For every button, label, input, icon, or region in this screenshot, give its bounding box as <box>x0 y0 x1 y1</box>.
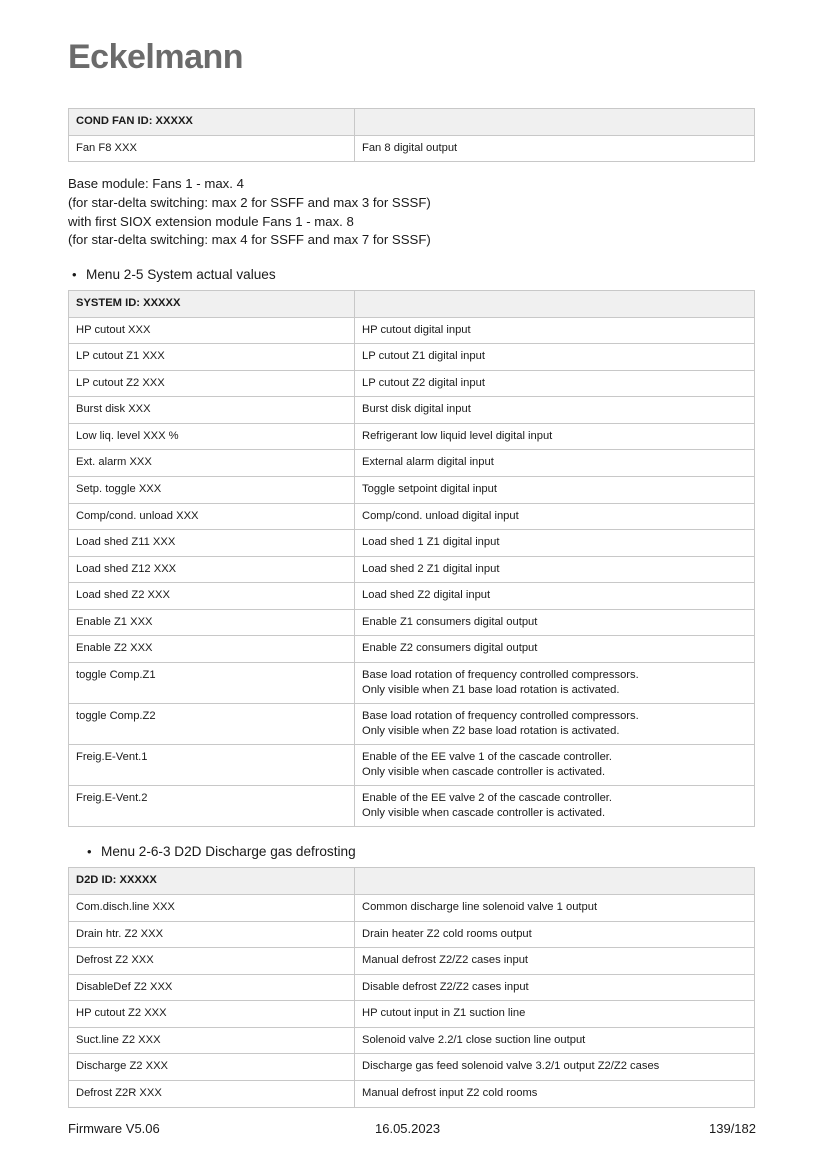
bullet-icon: • <box>87 844 92 860</box>
note-line-4: (for star-delta switching: max 4 for SSFF and max 7 for SSSF) <box>68 232 431 248</box>
table-row <box>69 1027 755 1054</box>
table-row <box>69 370 755 397</box>
table-row <box>69 1001 755 1028</box>
table-cell-name: Low liq. level XXX % <box>69 423 355 450</box>
table-row <box>69 786 755 827</box>
bullet-icon: • <box>72 267 77 283</box>
note-line-2: (for star-delta switching: max 2 for SSFF and max 3 for SSSF) <box>68 194 431 210</box>
table-header-cell: D2D ID: XXXXX <box>69 868 355 895</box>
table-cell-desc: HP cutout input in Z1 suction line <box>355 1001 755 1028</box>
table-cell-desc: Fan 8 digital output <box>355 135 755 162</box>
document-content <box>68 108 756 1108</box>
table-row <box>69 503 755 530</box>
table-cell-desc: Refrigerant low liquid level digital input <box>355 423 755 450</box>
table-cell-name: LP cutout Z1 XXX <box>69 344 355 371</box>
table-row <box>69 450 755 477</box>
table-row <box>69 662 755 703</box>
brand-logo: Eckelmann <box>68 38 244 76</box>
table-row <box>69 1080 755 1107</box>
table-row <box>69 745 755 786</box>
section-heading-system <box>68 267 756 282</box>
system-table <box>68 290 755 827</box>
table-cell-name: Drain htr. Z2 XXX <box>69 921 355 948</box>
table-cell-desc: Enable Z1 consumers digital output <box>355 609 755 636</box>
system-table-body <box>69 291 755 827</box>
table-cell-name: Enable Z2 XXX <box>69 636 355 663</box>
table-cell-name: Freig.E-Vent.2 <box>69 786 355 827</box>
cond-fan-table-body <box>69 109 755 162</box>
table-cell-desc: Load shed 1 Z1 digital input <box>355 530 755 557</box>
table-cell-desc: Base load rotation of frequency controlled compressors. Only visible when Z2 base load rotation is activated. <box>355 704 755 745</box>
table-row <box>69 1054 755 1081</box>
table-cell-desc: Load shed Z2 digital input <box>355 583 755 610</box>
table-cell-name: Comp/cond. unload XXX <box>69 503 355 530</box>
table-cell-desc: Manual defrost Z2/Z2 cases input <box>355 948 755 975</box>
table-cell-name: Com.disch.line XXX <box>69 895 355 922</box>
table-header-row <box>69 291 755 318</box>
table-row <box>69 344 755 371</box>
cond-fan-table <box>68 108 755 162</box>
table-cell-desc: Enable of the EE valve 1 of the cascade controller. Only visible when cascade controller is activated. <box>355 745 755 786</box>
table-cell-name: LP cutout Z2 XXX <box>69 370 355 397</box>
table-row <box>69 921 755 948</box>
table-header-cell <box>355 868 755 895</box>
table-cell-desc: Toggle setpoint digital input <box>355 477 755 504</box>
table-cell-name: Load shed Z11 XXX <box>69 530 355 557</box>
table-cell-desc: Solenoid valve 2.2/1 close suction line output <box>355 1027 755 1054</box>
table-row <box>69 948 755 975</box>
note-line-3: with first SIOX extension module Fans 1 - max. 8 <box>68 213 354 229</box>
table-cell-desc: Comp/cond. unload digital input <box>355 503 755 530</box>
table-cell-desc: Discharge gas feed solenoid valve 3.2/1 output Z2/Z2 cases <box>355 1054 755 1081</box>
d2d-table <box>68 867 755 1107</box>
table-cell-name: toggle Comp.Z1 <box>69 662 355 703</box>
table-cell-name: Suct.line Z2 XXX <box>69 1027 355 1054</box>
table-cell-name: HP cutout Z2 XXX <box>69 1001 355 1028</box>
table-cell-name: HP cutout XXX <box>69 317 355 344</box>
table-cell-desc: Disable defrost Z2/Z2 cases input <box>355 974 755 1001</box>
table-row <box>69 895 755 922</box>
section-heading-system-label: Menu 2-5 System actual values <box>86 267 276 283</box>
table-row <box>69 556 755 583</box>
table-header-cell: SYSTEM ID: XXXXX <box>69 291 355 318</box>
table-cell-desc: Enable Z2 consumers digital output <box>355 636 755 663</box>
table-cell-desc: Enable of the EE valve 2 of the cascade controller. Only visible when cascade controller is activated. <box>355 786 755 827</box>
footer-page-number: 139/182 <box>709 1121 756 1136</box>
table-cell-desc: LP cutout Z1 digital input <box>355 344 755 371</box>
table-row <box>69 477 755 504</box>
table-cell-desc: External alarm digital input <box>355 450 755 477</box>
table-cell-name: Discharge Z2 XXX <box>69 1054 355 1081</box>
table-row <box>69 583 755 610</box>
d2d-table-body <box>69 868 755 1107</box>
table-cell-desc: Manual defrost input Z2 cold rooms <box>355 1080 755 1107</box>
table-cell-desc: Burst disk digital input <box>355 397 755 424</box>
table-row <box>69 423 755 450</box>
table-cell-desc: Common discharge line solenoid valve 1 output <box>355 895 755 922</box>
table-row <box>69 317 755 344</box>
table-row <box>69 530 755 557</box>
table-cell-name: toggle Comp.Z2 <box>69 704 355 745</box>
table-cell-name: Fan F8 XXX <box>69 135 355 162</box>
footer-firmware: Firmware V5.06 <box>68 1121 160 1136</box>
base-module-note <box>68 175 756 250</box>
table-cell-name: Load shed Z2 XXX <box>69 583 355 610</box>
table-cell-desc: Load shed 2 Z1 digital input <box>355 556 755 583</box>
note-line-1: Base module: Fans 1 - max. 4 <box>68 176 244 192</box>
table-header-row <box>69 109 755 136</box>
table-header-row <box>69 868 755 895</box>
table-row <box>69 609 755 636</box>
table-row <box>69 135 755 162</box>
table-cell-name: DisableDef Z2 XXX <box>69 974 355 1001</box>
table-row <box>69 974 755 1001</box>
table-cell-desc: Base load rotation of frequency controlled compressors. Only visible when Z1 base load rotation is activated. <box>355 662 755 703</box>
table-row <box>69 704 755 745</box>
table-cell-name: Freig.E-Vent.1 <box>69 745 355 786</box>
section-heading-d2d-label: Menu 2-6-3 D2D Discharge gas defrosting <box>101 844 356 860</box>
table-cell-name: Defrost Z2 XXX <box>69 948 355 975</box>
table-cell-desc: LP cutout Z2 digital input <box>355 370 755 397</box>
table-cell-name: Ext. alarm XXX <box>69 450 355 477</box>
table-cell-name: Defrost Z2R XXX <box>69 1080 355 1107</box>
table-cell-desc: HP cutout digital input <box>355 317 755 344</box>
table-header-cell <box>355 291 755 318</box>
table-cell-name: Enable Z1 XXX <box>69 609 355 636</box>
table-row <box>69 636 755 663</box>
table-row <box>69 397 755 424</box>
footer-date: 16.05.2023 <box>375 1121 441 1136</box>
table-header-cell: COND FAN ID: XXXXX <box>69 109 355 136</box>
table-cell-name: Load shed Z12 XXX <box>69 556 355 583</box>
table-cell-name: Burst disk XXX <box>69 397 355 424</box>
table-cell-desc: Drain heater Z2 cold rooms output <box>355 921 755 948</box>
table-header-cell <box>355 109 755 136</box>
section-heading-d2d <box>68 844 756 859</box>
table-cell-name: Setp. toggle XXX <box>69 477 355 504</box>
